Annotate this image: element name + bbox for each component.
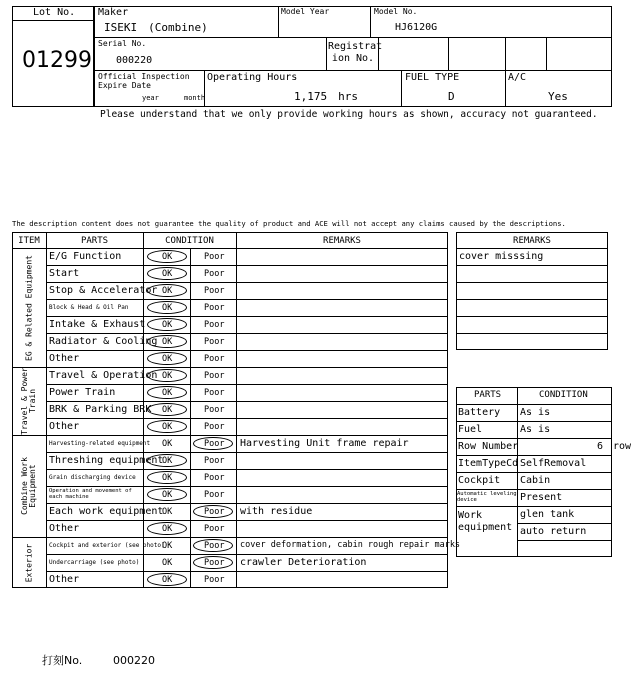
spec-part-label: Cockpit — [458, 475, 501, 486]
selected-condition-oval — [147, 522, 187, 535]
condition-ok: OK — [162, 388, 173, 398]
spec-value: Present — [520, 492, 563, 503]
spec-part-label: Battery — [458, 407, 501, 418]
condition-ok: OK — [162, 558, 173, 568]
description-notice: The description content does not guarantee the quality of product and ACE will not accept any claims caused by the descriptions. — [12, 219, 566, 228]
right-remarks-cell: cover misssing — [459, 251, 544, 262]
selected-condition-oval — [147, 284, 187, 297]
condition-ok: OK — [162, 354, 173, 364]
header-parts: PARTS — [80, 236, 109, 246]
spec-parts-header: PARTS — [474, 390, 502, 400]
remarks-cell: crawler Deterioration — [240, 557, 367, 568]
group-label: Exterior — [23, 543, 33, 582]
inspection-label: Official Inspection Expire Date — [98, 72, 190, 90]
condition-ok: OK — [162, 524, 173, 534]
condition-poor: Poor — [204, 303, 225, 313]
remarks-cell: cover deformation, cabin rough repair marks — [240, 540, 461, 550]
remarks-cell: with residue — [240, 506, 313, 517]
group-label: EG & Related Equipment — [23, 254, 33, 361]
year-label: year — [142, 94, 159, 102]
hours-label: Operating Hours — [207, 72, 298, 83]
condition-poor: Poor — [204, 456, 225, 466]
lot-label: Lot No. — [33, 7, 76, 18]
model-no-value: HJ6120G — [395, 22, 438, 33]
condition-ok: OK — [162, 320, 173, 330]
condition-poor: Poor — [204, 558, 225, 568]
part-label: Threshing equipment — [49, 455, 164, 466]
serial-value: 000220 — [116, 55, 153, 66]
selected-condition-oval — [147, 335, 187, 348]
condition-poor: Poor — [204, 405, 225, 415]
condition-ok: OK — [162, 303, 173, 313]
spec-part-label: Automatic leveling device — [457, 491, 517, 503]
month-label: month — [184, 94, 206, 102]
selected-condition-oval — [147, 573, 187, 586]
selected-condition-oval — [147, 318, 187, 331]
condition-ok: OK — [162, 439, 173, 449]
condition-poor: Poor — [204, 507, 225, 517]
condition-poor: Poor — [204, 320, 225, 330]
spec-value: 6 row — [597, 441, 632, 452]
part-label: Intake & Exhaust — [49, 319, 146, 330]
selected-condition-oval — [147, 471, 187, 484]
ac-label: A/C — [508, 72, 527, 83]
spec-condition-header: CONDITION — [539, 390, 588, 400]
condition-ok: OK — [162, 541, 173, 551]
condition-ok: OK — [162, 575, 173, 585]
selected-condition-oval — [147, 454, 187, 467]
ac-value: Yes — [548, 90, 568, 103]
condition-poor: Poor — [204, 524, 225, 534]
condition-poor: Poor — [204, 286, 225, 296]
condition-ok: OK — [162, 405, 173, 415]
condition-ok: OK — [162, 286, 173, 296]
condition-ok: OK — [162, 456, 173, 466]
condition-poor: Poor — [204, 337, 225, 347]
condition-ok: OK — [162, 473, 173, 483]
condition-ok: OK — [162, 337, 173, 347]
spec-value: SelfRemoval — [520, 458, 587, 469]
condition-poor: Poor — [204, 422, 225, 432]
part-label: Harvesting-related equipment — [49, 440, 151, 447]
selected-condition-oval — [193, 556, 233, 569]
work-equipment-value: auto return — [520, 526, 587, 537]
header-remarks: REMARKS — [323, 236, 361, 246]
header-condition: CONDITION — [165, 236, 214, 246]
selected-condition-oval — [193, 539, 233, 552]
selected-condition-oval — [147, 267, 187, 280]
spec-value: Cabin — [520, 475, 551, 486]
work-equipment-label: Work equipment — [458, 510, 513, 533]
maker-label: Maker — [98, 7, 129, 18]
selected-condition-oval — [147, 352, 187, 365]
header-item: ITEM — [18, 236, 40, 246]
condition-ok: OK — [162, 269, 173, 279]
fuel-value: D — [448, 90, 455, 103]
selected-condition-oval — [147, 403, 187, 416]
spec-value: As is — [520, 424, 551, 435]
selected-condition-oval — [147, 386, 187, 399]
part-label: Other — [49, 353, 80, 364]
selected-condition-oval — [147, 301, 187, 314]
part-label: Undercarriage (see photo) — [49, 559, 140, 566]
fuel-label: FUEL TYPE — [405, 72, 460, 83]
maker-value: ISEKI (Combine) — [104, 21, 208, 34]
part-label: Each work equipment — [49, 506, 164, 517]
part-label: Operation and movement of each machine — [49, 488, 132, 500]
hours-value: 1,175 hrs — [294, 90, 358, 103]
part-label: Stop & Accelerator — [49, 285, 158, 296]
part-label: Other — [49, 574, 80, 585]
condition-ok: OK — [162, 422, 173, 432]
selected-condition-oval — [193, 505, 233, 518]
condition-poor: Poor — [204, 439, 225, 449]
spec-part-label: ItemTypeCd — [458, 458, 519, 469]
right-remarks-header: REMARKS — [513, 236, 551, 246]
condition-ok: OK — [162, 252, 173, 262]
condition-ok: OK — [162, 507, 173, 517]
spec-part-label: Fuel — [458, 424, 483, 435]
condition-ok: OK — [162, 490, 173, 500]
condition-poor: Poor — [204, 575, 225, 585]
model-year-label: Model Year — [281, 7, 330, 16]
part-label: Cockpit and exterior (see photo) — [49, 542, 165, 549]
hours-notice: Please understand that we only provide working hours as shown, accuracy not guaranteed. — [100, 109, 598, 120]
group-label: Travel & Power Train — [19, 367, 37, 435]
condition-poor: Poor — [204, 473, 225, 483]
selected-condition-oval — [193, 437, 233, 450]
part-label: Other — [49, 523, 80, 534]
work-equipment-value: glen tank — [520, 509, 575, 520]
selected-condition-oval — [147, 250, 187, 263]
registration-label: Registrat ion No. — [328, 41, 383, 64]
part-label: Other — [49, 421, 80, 432]
selected-condition-oval — [147, 369, 187, 382]
part-label: Grain discharging device — [49, 474, 136, 481]
condition-poor: Poor — [204, 269, 225, 279]
remarks-cell: Harvesting Unit frame repair — [240, 438, 409, 449]
selected-condition-oval — [147, 420, 187, 433]
condition-poor: Poor — [204, 388, 225, 398]
part-label: Travel & Operation — [49, 370, 158, 381]
serial-label: Serial No. — [98, 39, 147, 48]
part-label: Power Train — [49, 387, 116, 398]
condition-poor: Poor — [204, 371, 225, 381]
stamp-value: 000220 — [113, 654, 155, 667]
condition-ok: OK — [162, 371, 173, 381]
spec-part-label: Row Number — [458, 441, 519, 452]
condition-poor: Poor — [204, 252, 225, 262]
part-label: Start — [49, 268, 80, 279]
condition-poor: Poor — [204, 541, 225, 551]
condition-poor: Poor — [204, 490, 225, 500]
condition-poor: Poor — [204, 354, 225, 364]
selected-condition-oval — [147, 488, 187, 501]
stamp-label: 打刻No. — [42, 654, 83, 667]
spec-value: As is — [520, 407, 551, 418]
part-label: BRK & Parking BRK — [49, 404, 152, 415]
part-label: Block & Head & Oil Pan — [49, 304, 129, 311]
part-label: E/G Function — [49, 251, 122, 262]
lot-number: 01299 — [22, 48, 92, 73]
part-label: Radiator & Cooling — [49, 336, 158, 347]
group-label: Combine Work Equipment — [19, 457, 37, 515]
model-no-label: Model No. — [374, 7, 418, 16]
